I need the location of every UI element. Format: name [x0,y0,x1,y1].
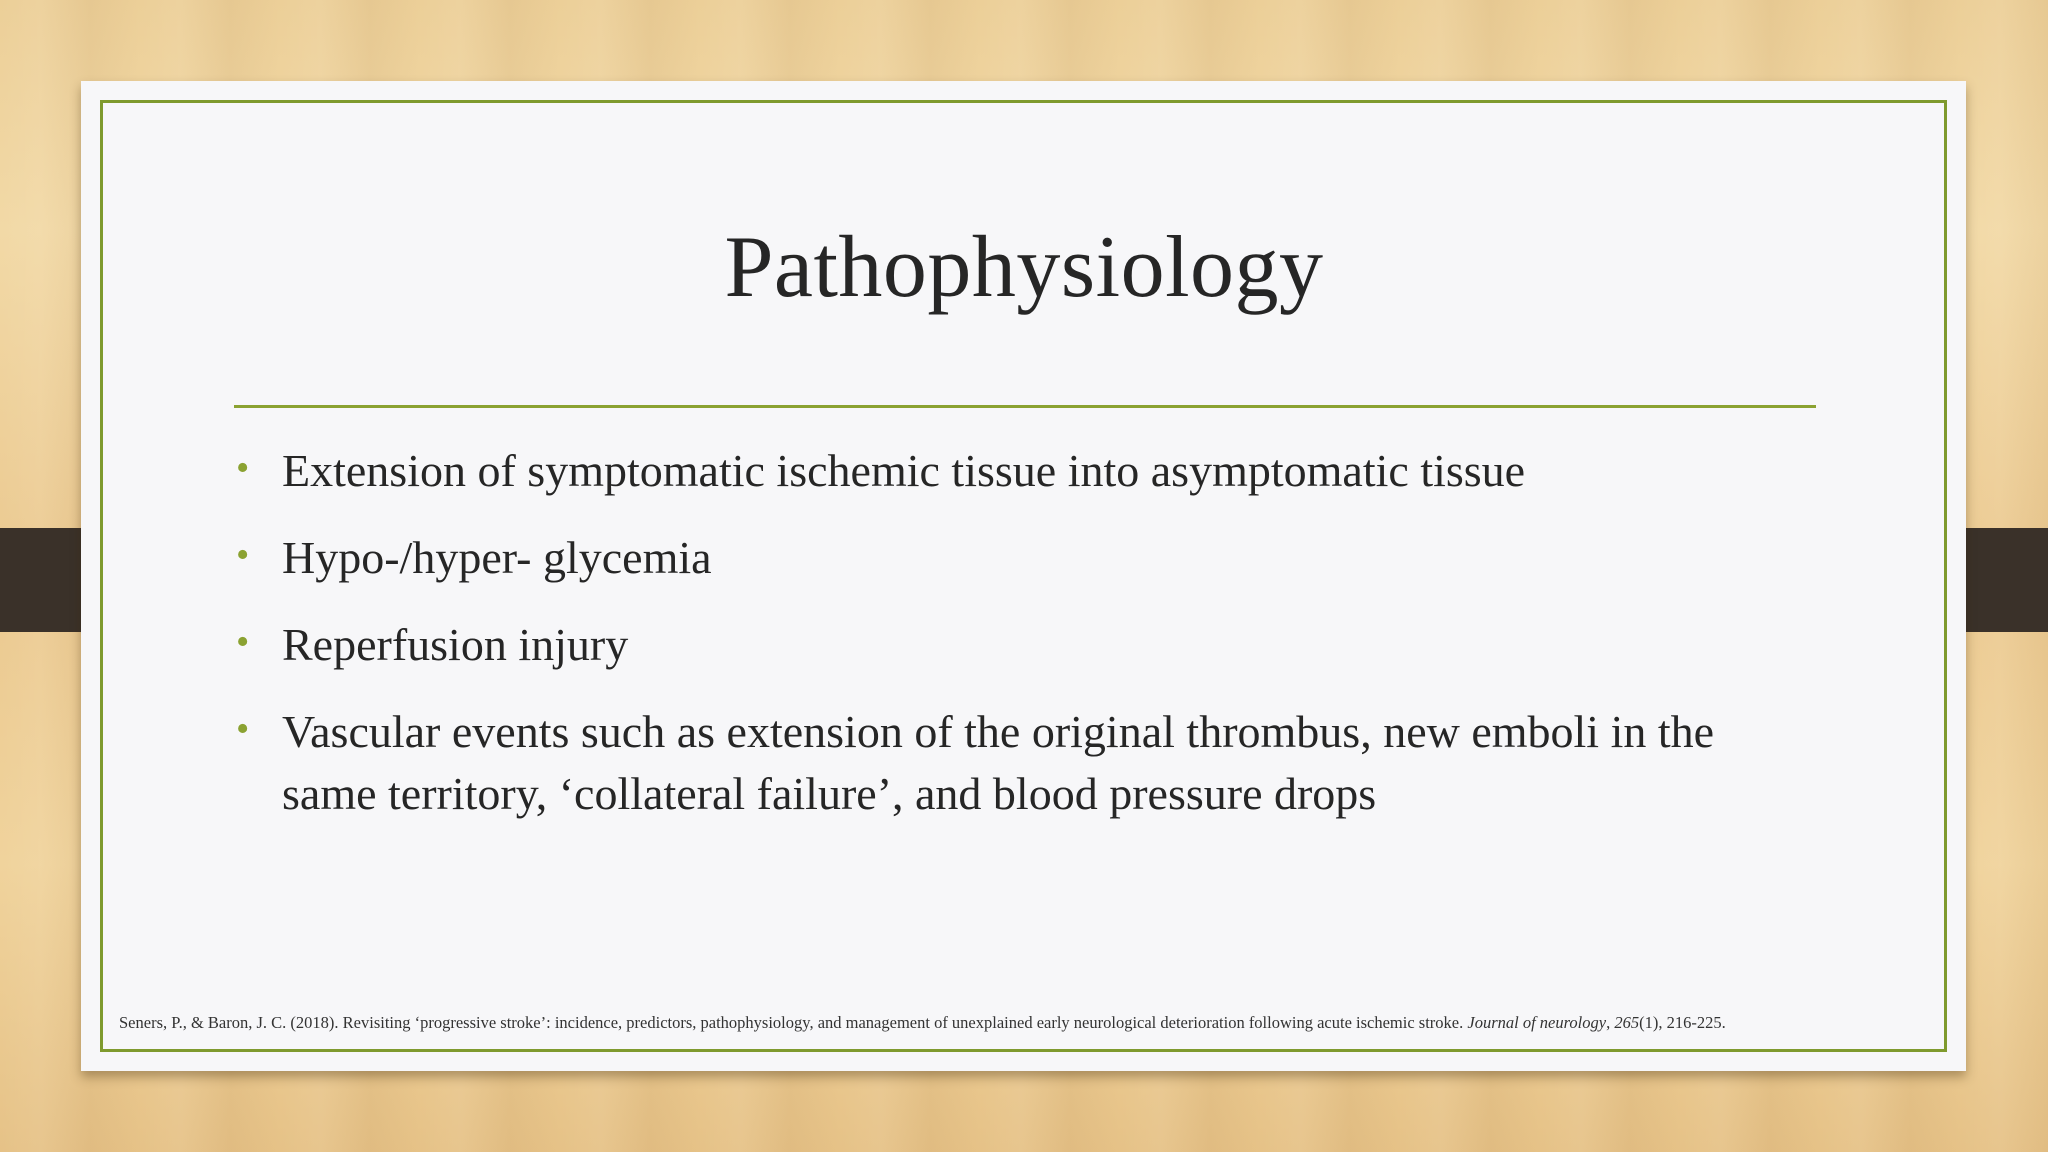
citation-text: Seners, P., & Baron, J. C. (2018). Revisiting ‘progressive stroke’: incidence, predictors, pathophysiology, and management of unexplained early neurological deterioration following acute ischemic stroke. [119,1013,1468,1032]
citation-pages: (1), 216-225. [1639,1013,1726,1032]
bullet-text: Extension of symptomatic ischemic tissue into asymptomatic tissue [282,445,1526,496]
bullet-marker-icon: • [236,708,250,750]
bullet-text: Reperfusion injury [282,619,629,670]
slide-title: Pathophysiology [724,219,1324,316]
citation-separator: , [1606,1013,1615,1032]
bullet-marker-icon: • [236,621,250,663]
bullet-item [236,527,1796,589]
bullet-text: Hypo-/hyper- glycemia [282,532,712,583]
bullet-item [236,440,1796,502]
bullet-marker-icon: • [236,534,250,576]
title-underline [234,405,1816,408]
bullet-item [236,614,1796,676]
bullet-list [236,440,1796,850]
bullet-marker-icon: • [236,447,250,489]
bullet-item [236,701,1796,825]
reference-citation [119,1013,1979,1033]
citation-volume: 265 [1614,1013,1640,1032]
bullet-text: Vascular events such as extension of the original thrombus, new emboli in the same territory, ‘collateral failure’, and blood pressure drops [282,706,1715,819]
citation-journal: Journal of neurology [1467,1013,1607,1032]
